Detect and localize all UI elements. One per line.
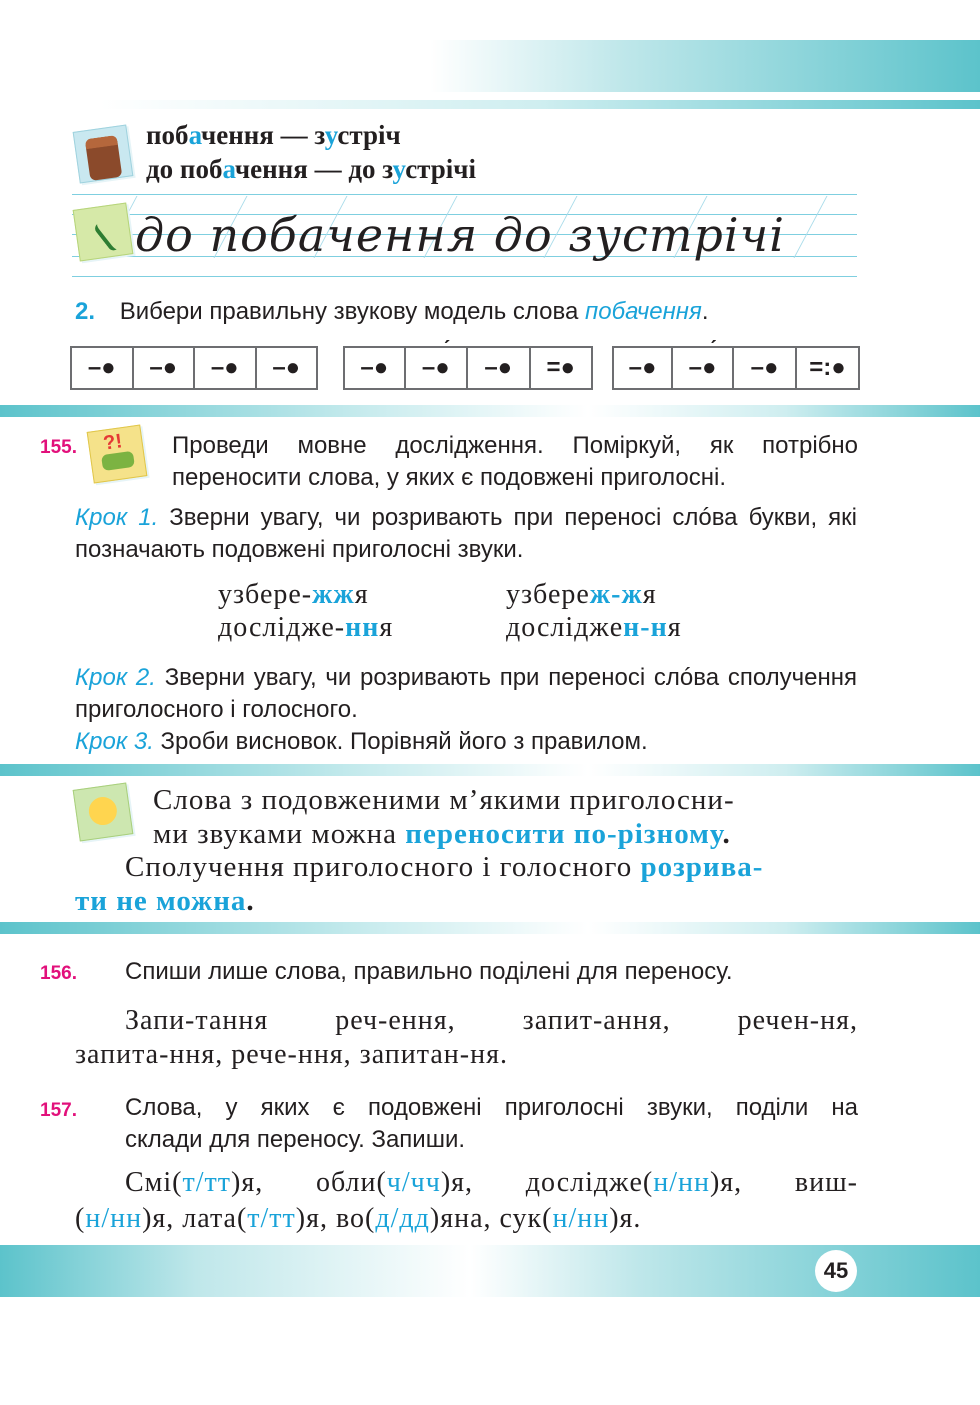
sound-model-2[interactable] [343,336,593,390]
example-right-1: узбереж-жя [506,579,657,610]
task-157-words-2: (н/нн)я, лата(т/тт)я, во(д/дд)яна, сук(н/нн)я. [75,1203,642,1234]
handwriting-sample: до побачення до зустрічі [135,208,785,262]
hw-ruling [72,276,857,277]
rule-line-3: Сполучення приголосного і голосного розрива- [125,851,764,883]
section-divider [0,764,980,776]
question-books-icon: ?! [87,424,148,483]
model-cell: =:● [809,354,846,381]
vocab-line-1: побачення — зустріч [146,120,401,150]
task-156-words-1: Запи-тання реч-ення, запит-ання, речен-ня, [125,1005,858,1036]
rule-line-1: Слова з подовженими м’якими приголосни- [153,784,735,816]
top-decor-band [430,40,980,92]
task-157-text-2: склади для переносу. Запиши. [125,1126,466,1153]
example-left-1: узбере-жжя [218,579,369,610]
vocab-line-2: до побачення — до зустрічі [146,154,477,184]
task-156-words-2: запита-ння, рече-ння, запитан-ня. [75,1039,508,1070]
model-cell: –● [614,348,673,388]
task-number: 156. [40,963,77,984]
task-number: 157. [40,1100,77,1121]
model-cell: –● [134,348,196,388]
hw-slant [794,196,828,258]
task-157-words-1: Смі(т/тт)я, обли(ч/чч)я, досліджe(н/нн)я, виш- [125,1167,859,1198]
example-left-2: дослідже-ння [218,612,394,643]
task-number: 155. [40,437,77,458]
rule-line-4: ти не можна. [75,885,255,917]
model-cell: –● [468,348,530,388]
example-right-2: досліджeн-ня [506,612,682,643]
model-cell-stressed: –● ˊ [406,348,468,388]
rule-line-2: ми звуками можна переносити по-різному. [153,818,731,850]
task-number: 2. [75,298,96,325]
task-2: 2. Вибери правильну звукову модель слова побачення. [75,298,709,325]
chest-icon [73,124,134,183]
top-decor-line [100,100,980,109]
model-cell: –● [272,354,301,381]
step-2: Крок 2. Зверни увагу, чи розривають при переносі слóва сполучення приголосного і голосного. [75,664,858,723]
model-cell: –● [734,348,797,388]
task-155-text: Проведи мовне дослідження. Поміркуй, як потрібно переносити слова, у яких є подовжені приголосні. [172,432,858,491]
hw-ruling [72,194,857,195]
smiley-icon [73,782,134,841]
stress-mark: ˊ [443,336,451,361]
sound-model-3[interactable] [612,336,860,390]
model-cell: =● [546,354,575,381]
pen-icon [73,202,134,261]
stress-mark: ˊ [710,336,718,361]
task-156-text: Спиши лише слова, правильно поділені для переносу. [125,958,733,985]
model-cell-stressed: –● ˊ [673,348,734,388]
task-157-text-1: Слова, у яких є подовжені приголосні звуки, поділи на [125,1094,858,1121]
sound-model-1[interactable] [70,346,318,390]
model-cell: –● [345,348,406,388]
step-1: Крок 1. Зверни увагу, чи розривають при переносі слóва букви, які позначають подовжені приголосні звуки. [75,504,857,563]
section-divider [0,405,980,417]
section-divider [0,922,980,934]
model-cell: –● [195,348,257,388]
model-cell: –● [72,348,134,388]
step-3: Крок 3. Зроби висновок. Порівняй його з правилом. [75,728,648,755]
page-number: 45 [815,1250,857,1292]
